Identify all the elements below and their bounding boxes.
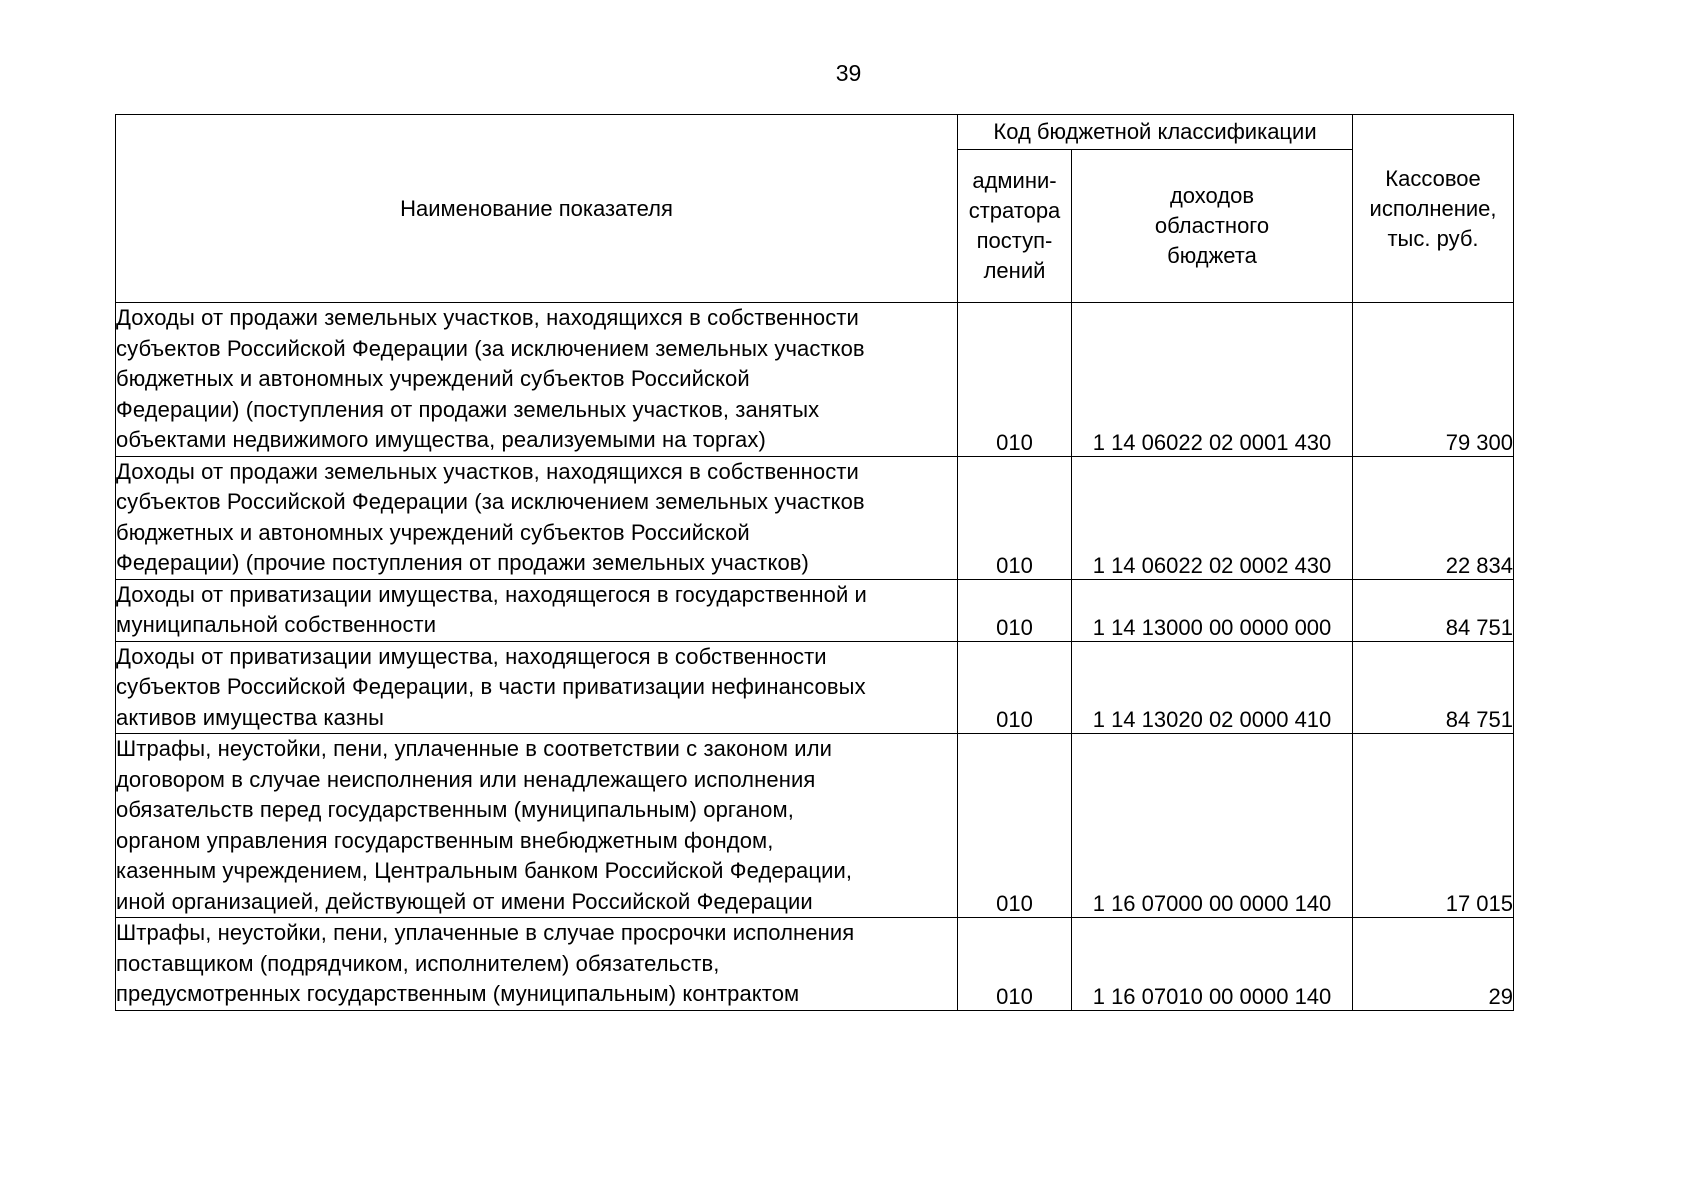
row-budget-code: 1 14 13000 00 0000 000: [1072, 579, 1353, 641]
row-name: Штрафы, неустойки, пени, уплаченные в случае просрочки исполнения поставщиком (подрядчиком, исполнителем) обязательств, предусмотренных государственным (муниципальным) контрактом: [116, 918, 958, 1011]
row-budget-code: 1 14 06022 02 0001 430: [1072, 303, 1353, 457]
table-row: [116, 734, 1514, 918]
header-code: доходов областного бюджета: [1072, 150, 1353, 303]
row-name: Доходы от приватизации имущества, находящегося в собственности субъектов Российской Федерации, в части приватизации нефинансовых активов имущества казны: [116, 641, 958, 734]
row-admin-code: 010: [958, 456, 1072, 579]
table-body: [116, 303, 1514, 1011]
row-amount: 17 015: [1353, 734, 1514, 918]
row-admin-code: 010: [958, 303, 1072, 457]
header-name: Наименование показателя: [116, 115, 958, 303]
header-amount: Кассовое исполнение, тыс. руб.: [1353, 115, 1514, 303]
row-budget-code: 1 14 06022 02 0002 430: [1072, 456, 1353, 579]
row-budget-code: 1 16 07000 00 0000 140: [1072, 734, 1353, 918]
budget-table: [115, 114, 1514, 1011]
row-amount: 84 751: [1353, 579, 1514, 641]
table-row: [116, 579, 1514, 641]
table-row: [116, 303, 1514, 457]
page-number: 39: [835, 60, 862, 86]
row-amount: 84 751: [1353, 641, 1514, 734]
table-row: [116, 641, 1514, 734]
row-admin-code: 010: [958, 641, 1072, 734]
header-admin: админи- стратора поступ- лений: [958, 150, 1072, 303]
row-admin-code: 010: [958, 579, 1072, 641]
row-admin-code: 010: [958, 918, 1072, 1011]
row-amount: 22 834: [1353, 456, 1514, 579]
row-name: Доходы от продажи земельных участков, находящихся в собственности субъектов Российской Федерации (за исключением земельных участков бюджетных и автономных учреждений субъектов Российской Федерации) (поступления от продажи земельных участков, занятых объектами недвижимого имущества, реализуемыми на торгах): [116, 303, 958, 457]
row-admin-code: 010: [958, 734, 1072, 918]
table-row: [116, 918, 1514, 1011]
row-amount: 79 300: [1353, 303, 1514, 457]
table-header-row-1: [116, 115, 1514, 150]
row-name: Доходы от продажи земельных участков, находящихся в собственности субъектов Российской Федерации (за исключением земельных участков бюджетных и автономных учреждений субъектов Российской Федерации) (прочие поступления от продажи земельных участков): [116, 456, 958, 579]
row-amount: 29: [1353, 918, 1514, 1011]
table-row: [116, 456, 1514, 579]
row-name: Доходы от приватизации имущества, находящегося в государственной и муниципальной собственности: [116, 579, 958, 641]
row-budget-code: 1 16 07010 00 0000 140: [1072, 918, 1353, 1011]
header-code-group: Код бюджетной классификации: [958, 115, 1353, 150]
row-name: Штрафы, неустойки, пени, уплаченные в соответствии с законом или договором в случае неисполнения или ненадлежащего исполнения обязательств перед государственным (муниципальным) органом, органом управления государственным внебюджетным фондом, казенным учреждением, Центральным банком Российской Федерации, иной организацией, действующей от имени Российской Федерации: [116, 734, 958, 918]
row-budget-code: 1 14 13020 02 0000 410: [1072, 641, 1353, 734]
